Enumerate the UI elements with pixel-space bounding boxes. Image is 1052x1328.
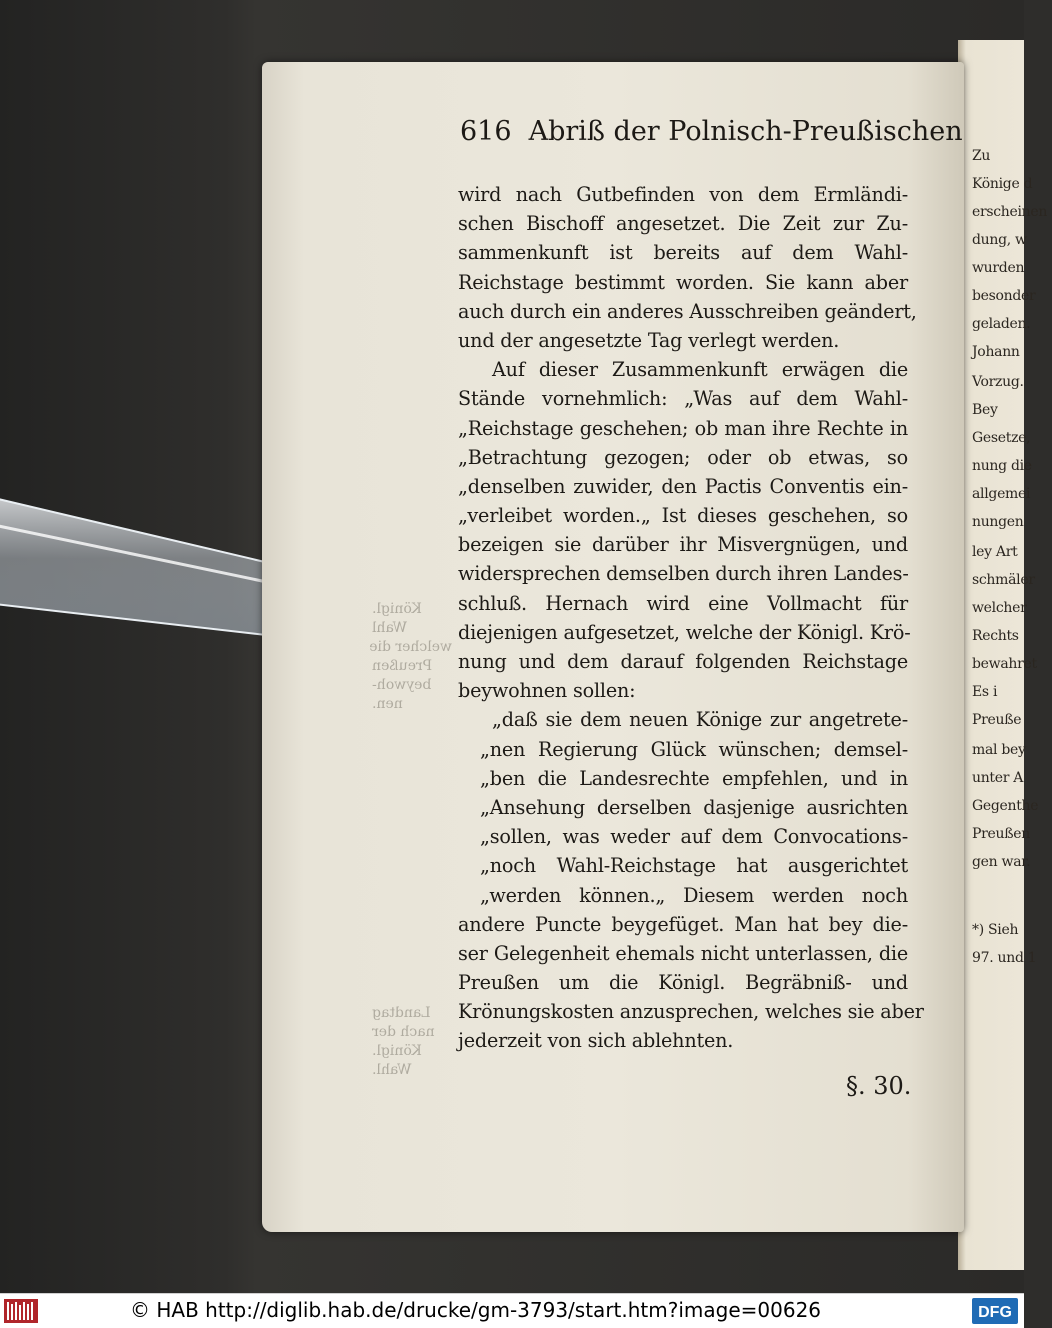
- text-line: „ben die Landesrechte empfehlen, und in: [480, 766, 908, 790]
- text-line: diejenigen aufgesetzet, welche der Königl. Krö-: [458, 620, 911, 644]
- bleed-through-marginal-2: [372, 1004, 452, 1080]
- bleed-through-text: Preußen: [372, 658, 433, 674]
- library-barcode-logo-icon: [4, 1299, 38, 1323]
- copyright-url-text: © HAB http://diglib.hab.de/drucke/gm-3793/start.htm?image=00626: [130, 1298, 822, 1322]
- facing-page-fragment: Zu: [972, 148, 991, 164]
- text-line: Krönungskosten anzusprechen, welches sie aber: [458, 1000, 924, 1024]
- facing-page-fragment: Bey: [972, 402, 998, 418]
- footer-bar: [0, 1293, 1024, 1328]
- facing-page-fragment: bewahret: [972, 656, 1037, 672]
- facing-page-fragment: welcher: [972, 600, 1027, 616]
- running-header: [460, 116, 963, 160]
- bleed-through-text: Königl.: [372, 1043, 422, 1059]
- text-line: jederzeit von sich ablehnten.: [458, 1029, 734, 1053]
- text-line: auch durch ein anderes Ausschreiben geändert,: [458, 299, 917, 323]
- text-line: „denselben zuwider, den Pactis Conventis ein-: [458, 474, 908, 498]
- text-line: bezeigen sie darüber ihr Misvergnügen, und: [458, 533, 908, 557]
- text-line: schluß. Hernach wird eine Vollmacht für: [458, 591, 908, 615]
- facing-page-fragment: besonder: [972, 288, 1036, 304]
- dfg-logo-icon: [972, 1298, 1018, 1324]
- text-line: sammenkunft ist bereits auf dem Wahl-: [458, 241, 908, 265]
- text-line: „sollen, was weder auf dem Convocations-: [480, 825, 908, 849]
- svg-text:DFG: DFG: [978, 1304, 1012, 1321]
- facing-page-fragment: erscheinen: [972, 204, 1048, 220]
- bleed-through-text: beywoh-: [372, 677, 432, 693]
- text-line: Reichstage bestimmt worden. Sie kann aber: [458, 270, 908, 294]
- bleed-through-text: nach der: [372, 1024, 435, 1040]
- bleed-through-text: nen.: [372, 696, 403, 712]
- text-line: Preußen um die Königl. Begräbniß- und: [458, 971, 908, 995]
- text-line: Auf dieser Zusammenkunft erwägen die: [492, 358, 908, 382]
- text-line: Stände vornehmlich: „Was auf dem Wahl-: [458, 387, 908, 411]
- text-line: beywohnen sollen:: [458, 679, 636, 703]
- bleed-through-text: Landtag: [372, 1005, 431, 1021]
- facing-page-fragment: Preuße: [972, 712, 1022, 728]
- text-line: „Reichstage geschehen; ob man ihre Rechte in: [458, 416, 908, 440]
- facing-page-fragment: *) Sieh: [972, 922, 1019, 938]
- text-line: „verleibet worden.„ Ist dieses geschehen, so: [458, 504, 908, 528]
- facing-page-fragment: allgemei: [972, 486, 1031, 502]
- facing-page-fragment: ley Art: [972, 544, 1018, 560]
- facing-page-fragment: Könige d: [972, 176, 1033, 192]
- facing-page-fragment: Preußen: [972, 826, 1030, 842]
- bleed-through-text: Wahl.: [372, 1062, 412, 1078]
- text-line: „nen Regierung Glück wünschen; demsel-: [480, 737, 908, 761]
- text-line: widersprechen demselben durch ihren Landes-: [458, 562, 909, 586]
- text-line: „noch Wahl-Reichstage hat ausgerichtet: [480, 854, 908, 878]
- bleed-through-text: Wahl: [372, 620, 408, 636]
- facing-page-fragment: Johann: [972, 344, 1020, 360]
- facing-page-fragment: schmäler: [972, 572, 1035, 588]
- facing-page-fragment: mal bey: [972, 742, 1026, 758]
- text-line: „Betrachtung gezogen; oder ob etwas, so: [458, 445, 908, 469]
- text-line: wird nach Gutbefinden von dem Ermländi-: [458, 183, 908, 206]
- facing-page-fragment: Gegenthe: [972, 798, 1039, 814]
- text-line: und der angesetzte Tag verlegt werden.: [458, 328, 840, 352]
- text-line: ser Gelegenheit ehemals nicht unterlassen, die: [458, 941, 908, 965]
- facing-page-fragment: geladen.: [972, 316, 1031, 332]
- running-title: Abriß der Polnisch-Preußischen: [528, 116, 963, 147]
- body-text: [458, 180, 924, 1056]
- facing-page-fragment: Vorzug.: [972, 374, 1024, 390]
- text-line: „Ansehung derselben dasjenige ausrichten: [480, 795, 908, 819]
- bleed-through-text: welcher die: [369, 639, 452, 655]
- text-line: „werden können.„ Diesem werden noch: [480, 883, 908, 907]
- bleed-through-marginal-1: [369, 600, 452, 714]
- facing-page-fragment: wurden: [972, 260, 1025, 276]
- facing-page-fragment: nungen: [972, 514, 1024, 530]
- facing-page-edge: [958, 40, 1048, 1270]
- facing-page-fragment: gen war.: [972, 854, 1031, 870]
- facing-page-fragment: Es i: [972, 684, 998, 700]
- page-number: 616: [460, 116, 512, 147]
- facing-page-fragment: nung die: [972, 458, 1032, 474]
- text-line: schen Bischoff angesetzet. Die Zeit zur Zu-: [458, 212, 908, 236]
- text-line: nung und dem darauf folgenden Reichstage: [458, 650, 908, 673]
- facing-page-fragment: Gesetze,: [972, 430, 1031, 446]
- signature-mark: §. 30.: [846, 1072, 912, 1100]
- facing-page-fragment: Rechts: [972, 628, 1019, 644]
- text-line: andere Puncte beygefüget. Man hat bey die-: [458, 912, 908, 936]
- facing-page-fragment: unter A: [972, 770, 1024, 786]
- bleed-through-text: Königl.: [372, 601, 422, 617]
- facing-page-fragment: 97. und 1: [972, 950, 1037, 966]
- text-line: „daß sie dem neuen Könige zur angetrete-: [492, 708, 908, 732]
- facing-page-fragment: dung, w: [972, 232, 1027, 248]
